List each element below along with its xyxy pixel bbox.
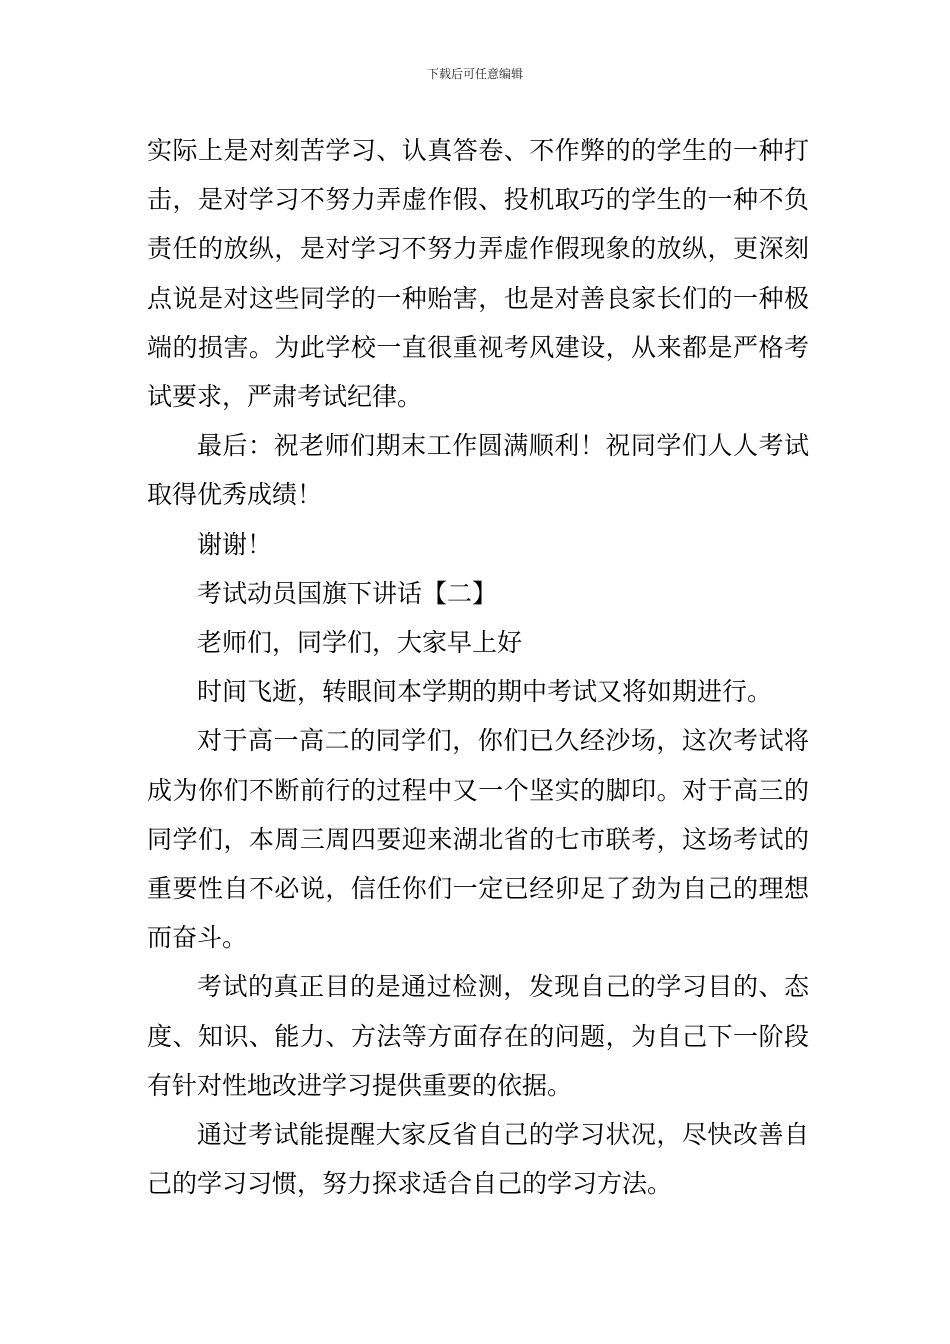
paragraph-continuation: 实际上是对刻苦学习、认真答卷、不作弊的的学生的一种打击，是对学习不努力弄虚作假、投机取巧的学生的一种不负责任的放纵，是对学习不努力弄虚作假现象的放纵，更深刻点说是对这些同学的一种贻害，也是对善良家长们的一种极端的损害。为此学校一直很重视考风建设，从来都是严格考试要求，严肃考试纪律。 (147, 136, 809, 412)
paragraph-intro: 时间飞逝，转眼间本学期的期中考试又将如期进行。 (197, 677, 773, 707)
section-title: 考试动员国旗下讲话【二】 (197, 578, 498, 608)
document-body (147, 126, 809, 1208)
paragraph-grades: 对于高一高二的同学们，你们已久经沙场，这次考试将成为你们不断前行的过程中又一个坚实的脚印。对于高三的同学们，本周三周四要迎来湖北省的七市联考，这场考试的重要性自不必说，信任你们一定已经卯足了劲为自己的理想而奋斗。 (147, 726, 809, 953)
paragraph-greeting: 老师们，同学们，大家早上好 (197, 628, 523, 658)
paragraph-reflection: 通过考试能提醒大家反省自己的学习状况，尽快改善自己的学习习惯，努力探求适合自己的学习方法。 (147, 1120, 809, 1199)
page-header: 下载后可任意编辑 (426, 67, 523, 81)
paragraph-thanks: 谢谢！ (197, 529, 273, 559)
paragraph-closing-wishes: 最后：祝老师们期末工作圆满顺利！祝同学们人人考试取得优秀成绩！ (147, 431, 809, 510)
paragraph-purpose: 考试的真正目的是通过检测，发现自己的学习目的、态度、知识、能力、方法等方面存在的问题，为自己下一阶段有针对性地改进学习提供重要的依据。 (147, 972, 809, 1100)
